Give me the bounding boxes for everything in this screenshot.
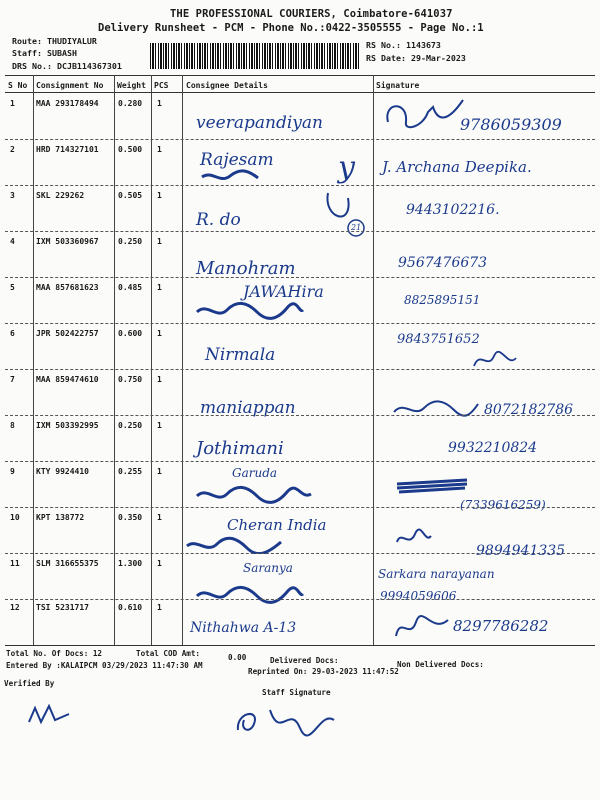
row-consignee: veerapandiyan (196, 113, 323, 133)
strikeout-scribble (195, 484, 315, 506)
staff-signature-label: Staff Signature (262, 688, 331, 697)
row-sno: 10 (10, 513, 20, 522)
row-signature: 9786059309 (460, 115, 562, 134)
reprinted-on: Reprinted On: 29-03-2023 11:47:52 (248, 667, 399, 676)
row-sno: 4 (10, 237, 15, 246)
row-signature: 9843751652 (397, 332, 480, 347)
row-sno: 6 (10, 329, 15, 338)
circled-number: 21 (351, 223, 362, 232)
verified-by: Verified By (4, 679, 55, 688)
row-weight: 0.250 (118, 237, 143, 246)
table-bottom-rule (5, 645, 595, 646)
rs-number: RS No.: 1143673 (366, 40, 441, 50)
rs-date: RS Date: 29-Mar-2023 (366, 53, 466, 63)
row-pcs: 1 (157, 603, 162, 612)
delivered-docs: Delivered Docs: (270, 656, 339, 665)
row-pcs: 1 (157, 191, 162, 200)
staff-label: Staff: SUBASH (12, 48, 77, 58)
row-pcs: 1 (157, 513, 162, 522)
row-sno: 2 (10, 145, 15, 154)
row-divider (5, 599, 595, 600)
total-cod-label: Total COD Amt: (136, 649, 201, 658)
staff-signature (230, 700, 340, 740)
row-consignment: IXM 503392995 (36, 421, 99, 430)
row-signature-phone: 9894941335 (476, 543, 566, 559)
row-consignee: Garuda (232, 466, 278, 480)
row-signature: 9932210824 (448, 440, 538, 456)
runsheet-subtitle: Delivery Runsheet - PCM - Phone No.:0422-3505555 - Page No.:1 (98, 22, 484, 34)
row-divider (5, 507, 595, 508)
row-consignee: R. do (196, 210, 241, 230)
col-weight: Weight (117, 81, 146, 90)
signature-scribble (390, 398, 480, 420)
col-consignee: Consignee Details (186, 81, 268, 90)
row-signature: J. Archana Deepika. (382, 158, 532, 176)
col-sno: S No (8, 81, 28, 90)
row-consignee: Rajesam (200, 150, 274, 170)
col-pcs: PCS (154, 81, 169, 90)
row-divider (5, 461, 595, 462)
row-weight: 0.600 (118, 329, 143, 338)
row-sno: 9 (10, 467, 15, 476)
total-docs: Total No. Of Docs: 12 (6, 649, 103, 658)
row-pcs: 1 (157, 329, 162, 338)
row-signature: 9443102216. (406, 202, 500, 218)
company-title: THE PROFESSIONAL COURIERS, Coimbatore-641037 (170, 8, 453, 20)
row-weight: 0.610 (118, 603, 143, 612)
row-consignment: MAA 857681623 (36, 283, 99, 292)
row-pcs: 1 (157, 421, 162, 430)
row-weight: 0.350 (118, 513, 143, 522)
row-sno: 11 (10, 559, 20, 568)
row-sno: 8 (10, 421, 15, 430)
row-pcs: 1 (157, 237, 162, 246)
row-pcs: 1 (157, 99, 162, 108)
row-signature: Sarkara narayanan (378, 567, 495, 581)
row-consignment: KPT 138772 (36, 513, 85, 522)
signature-scribble (393, 526, 433, 550)
row-consignment: SLM 316655375 (36, 559, 99, 568)
col-divider (33, 75, 34, 645)
row-weight: 0.500 (118, 145, 143, 154)
strikeout-scribble (195, 584, 305, 606)
row-weight: 0.280 (118, 99, 143, 108)
row-signature-phone: 9994059606 (380, 589, 457, 603)
col-divider (182, 75, 183, 645)
strikeout-scribble (200, 168, 260, 186)
row-divider (5, 139, 595, 140)
row-consignment: MAA 859474610 (36, 375, 99, 384)
drs-number: DRS No.: DCJB114367301 (12, 61, 122, 71)
row-pcs: 1 (157, 559, 162, 568)
row-weight: 0.750 (118, 375, 143, 384)
entered-by: Entered By :KALAIPCM 03/29/2023 11:47:30 AM (6, 661, 203, 670)
row-pcs: 1 (157, 283, 162, 292)
col-divider (114, 75, 115, 645)
row-divider (5, 185, 595, 186)
row-weight: 1.300 (118, 559, 143, 568)
row-divider (5, 323, 595, 324)
row-divider (5, 231, 595, 232)
signature-scribble (392, 612, 452, 642)
row-consignee: Cheran India (227, 516, 327, 534)
row-sno: 1 (10, 99, 15, 108)
row-divider (5, 415, 595, 416)
row-consignee: Manohram (196, 258, 296, 279)
row-signature: 8072182786 (484, 402, 574, 418)
non-delivered-docs: Non Delivered Docs: (397, 660, 484, 669)
row-sno: 3 (10, 191, 15, 200)
row-weight: 0.505 (118, 191, 143, 200)
row-signature: (7339616259) (460, 498, 546, 512)
row-weight: 0.485 (118, 283, 143, 292)
row-pcs: 1 (157, 145, 162, 154)
table-top-rule (5, 75, 595, 76)
table-header-rule (5, 92, 595, 93)
row-pcs: 1 (157, 467, 162, 476)
row-consignment: MAA 293178494 (36, 99, 99, 108)
barcode (150, 43, 360, 69)
row-consignment: TSI 5231717 (36, 603, 89, 612)
row-pcs: 1 (157, 375, 162, 384)
row-consignee: Nithahwa A-13 (190, 620, 297, 636)
col-signature: Signature (376, 81, 420, 90)
row-consignment: SKL 229262 (36, 191, 85, 200)
row-consignment: HRD 714327101 (36, 145, 99, 154)
row-consignment: KTY 9924410 (36, 467, 89, 476)
row-consignment: JPR 502422757 (36, 329, 99, 338)
strikeout-scribble (185, 536, 285, 554)
col-consignment: Consignment No (36, 81, 104, 90)
row-consignee: Saranya (243, 561, 293, 575)
route-label: Route: THUDIYALUR (12, 36, 97, 46)
strikeout-scribble (195, 300, 305, 322)
row-consignee: maniappan (200, 398, 296, 418)
row-signature: 9567476673 (398, 255, 488, 271)
total-cod-value: 0.00 (228, 653, 247, 662)
row-consignee: Nirmala (205, 345, 276, 365)
row-sno: 12 (10, 603, 20, 612)
col-divider (151, 75, 152, 645)
handwritten-y: y (338, 150, 355, 185)
row-divider (5, 277, 595, 278)
row-consignment: IXM 503360967 (36, 237, 99, 246)
row-weight: 0.250 (118, 421, 143, 430)
row-signature: 8825895151 (404, 293, 481, 307)
row-sno: 7 (10, 375, 15, 384)
row-weight: 0.255 (118, 467, 143, 476)
col-divider (373, 75, 374, 645)
scribble-out (395, 474, 470, 496)
row-sno: 5 (10, 283, 15, 292)
row-consignee: JAWAHira (243, 282, 324, 301)
row-consignee: Jothimani (196, 438, 284, 459)
row-signature: 8297786282 (453, 617, 549, 635)
verifier-signature (25, 700, 75, 730)
row-divider (5, 369, 595, 370)
